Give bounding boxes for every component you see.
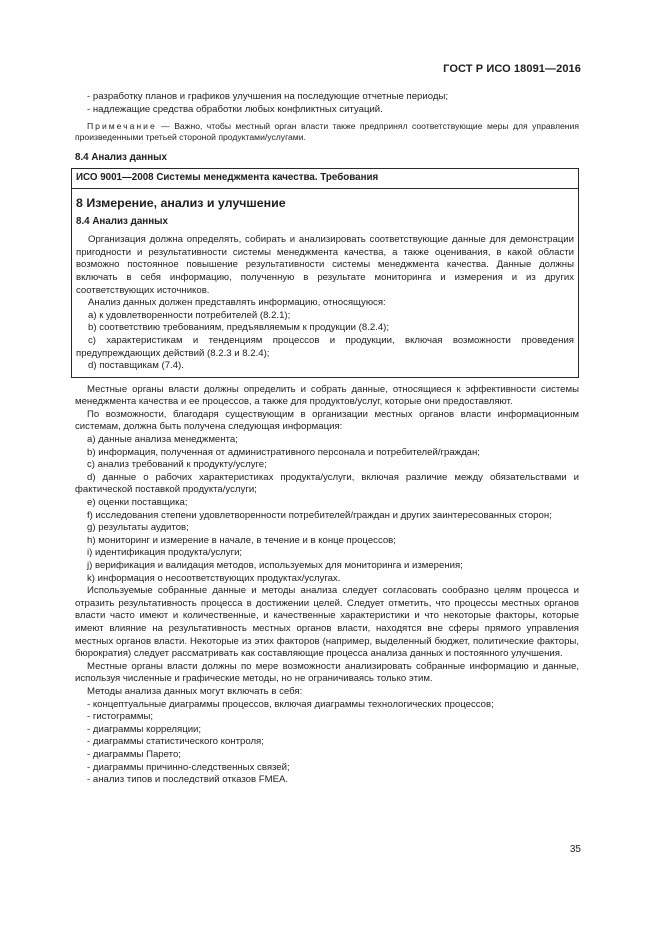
box-paragraph: Организация должна определять, собирать и анализировать соответствующие данные для демонстрации пригодности и результативности системы менеджмента качества, а также оценивания, в какой области возможно постоянное повышение результативности системы менеджмента качества. Данные должны включать в себя информацию, полученную в результате мониторинга и измерения и из других соответствующих источников.: [76, 234, 574, 296]
list-item: g) результаты аудитов;: [87, 522, 189, 534]
body-text: [75, 384, 579, 787]
box-header: ИСО 9001—2008 Системы менеджмента качества. Требования: [72, 169, 578, 189]
note: [75, 121, 579, 143]
method-item: - диаграммы причинно-следственных связей;: [87, 761, 290, 773]
note-label: Примечание: [87, 121, 157, 132]
method-item: - диаграммы Парето;: [87, 748, 181, 760]
box-heading-8-4: 8.4 Анализ данных: [76, 215, 168, 227]
list-item: i) идентификация продукта/услуги;: [87, 547, 243, 559]
list-item: k) информация о несоответствующих продуктах/услугах.: [87, 572, 341, 584]
box-list-item: c) характеристикам и тенденциям процессов и продукции, включая возможности проведения предупреждающих действий (8.2.3 и 8.2.4);: [76, 334, 574, 359]
body-paragraph: Местные органы власти должны определить и собрать данные, относящиеся к эффективности системы менеджмента качества и ее процессов, а также для продуктов/услуг, которые они предоставляют.: [75, 383, 579, 408]
box-list-item: d) поставщикам (7.4).: [88, 360, 184, 372]
box-list-item: a) к удовлетворенности потребителей (8.2.1);: [88, 309, 291, 321]
list-item: c) анализ требований к продукту/услуге;: [87, 459, 267, 471]
body-paragraph: Используемые собранные данные и методы анализа следует согласовать сообразно целям процесса и отразить результативность процесса в достижении целей. Следует отметить, что процессы местных органов власти часто имеют и количественные, и качественные характеристики и что некоторые факторы, которые имеют влияние на результативность местных органов власти, находятся вне сферы прямого управления местных органов власти. Некоторые из этих факторов (например, выделенный бюджет, политические факторы, бюрократия) следует рассматривать как составляющие процесса анализа данных и постоянного улучшения.: [75, 585, 579, 660]
method-item: - диаграммы статистического контроля;: [87, 736, 264, 748]
page-content: [75, 91, 579, 787]
body-paragraph: Местные органы власти должны по мере возможности анализировать собранные информацию и данные, используя численные и графические методы, но не ограничиваясь только этим.: [75, 660, 579, 685]
list-item: e) оценки поставщика;: [87, 497, 188, 509]
list-item: d) данные о рабочих характеристиках продукта/услуги, включая различие между обязательствами и фактической поставкой продукта/услуги;: [75, 471, 579, 496]
list-item: h) мониторинг и измерение в начале, в течение и в конце процессов;: [87, 534, 396, 546]
intro-bullet: - надлежащие средства обработки любых конфликтных ситуаций.: [87, 103, 383, 115]
box-list-item: b) соответствию требованиям, предъявляемым к продукции (8.2.4);: [88, 322, 390, 334]
quoted-standard-box: [71, 168, 579, 377]
box-heading-8: 8 Измерение, анализ и улучшение: [76, 195, 286, 210]
note-text: — Важно, чтобы местный орган власти также предпринял соответствующие меры для управления произведенными третьей стороной продуктами/услугами.: [75, 121, 579, 143]
box-paragraph: Анализ данных должен представлять информацию, относящуюся:: [88, 297, 386, 309]
list-item: j) верификация и валидация методов, используемых для мониторинга и измерения;: [87, 560, 463, 571]
method-item: - анализ типов и последствий отказов FMEA.: [87, 774, 289, 786]
list-item: f) исследования степени удовлетворенности потребителей/граждан и других заинтересованных сторон;: [87, 509, 552, 521]
body-paragraph: Методы анализа данных могут включать в себя:: [87, 685, 303, 697]
list-item: a) данные анализа менеджмента;: [87, 434, 238, 446]
list-item: b) информация, полученная от административного персонала и потребителей/граждан;: [87, 446, 480, 458]
method-item: - гистограммы;: [87, 711, 154, 723]
box-body: [72, 189, 578, 377]
method-item: - концептуальные диаграммы процессов, включая диаграммы технологических процессов;: [87, 698, 494, 710]
method-item: - диаграммы корреляции;: [87, 723, 202, 735]
intro-bullet: - разработку планов и графиков улучшения на последующие отчетные периоды;: [87, 91, 449, 102]
document-code: ГОСТ Р ИСО 18091—2016: [443, 63, 581, 75]
section-title: 8.4 Анализ данных: [75, 151, 167, 163]
page-number: 35: [569, 844, 581, 855]
body-paragraph: По возможности, благодаря существующим в организации местных органов власти информационным системам, должна быть получена следующая информация:: [75, 408, 579, 433]
